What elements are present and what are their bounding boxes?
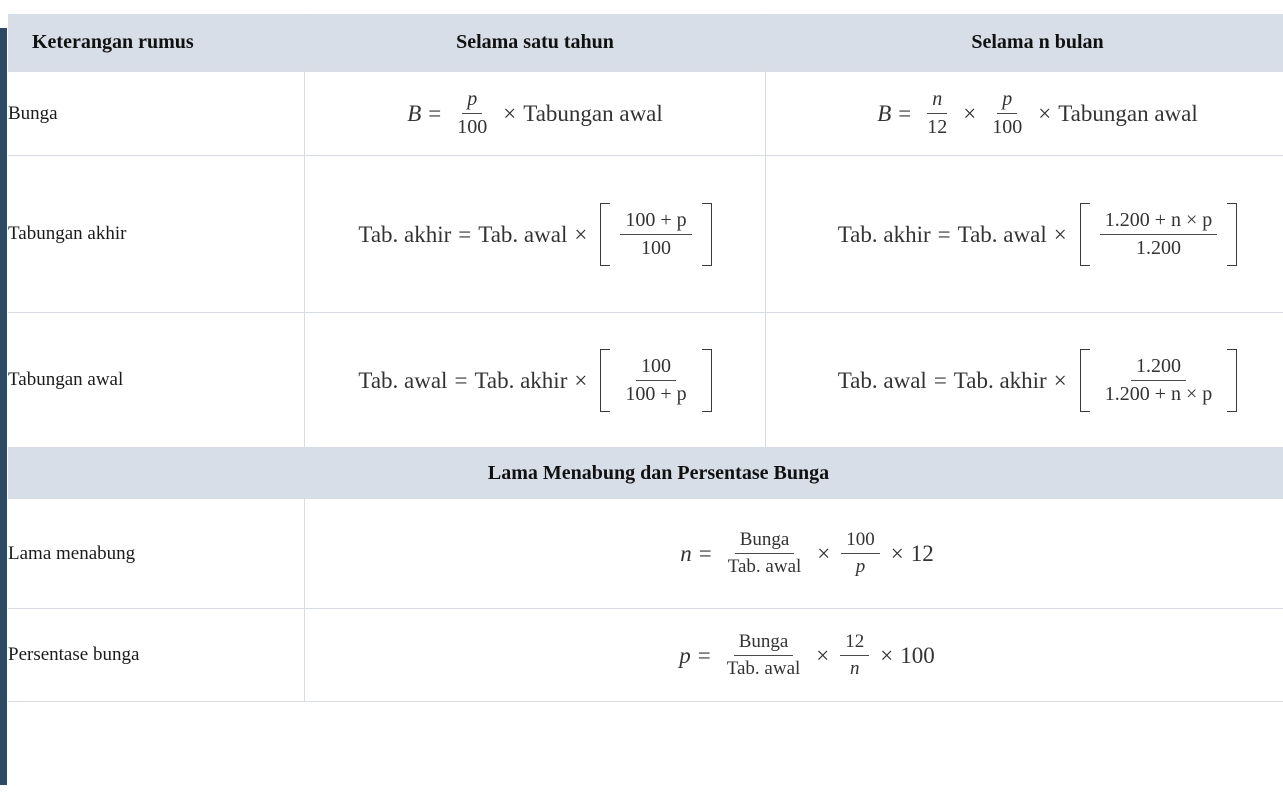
formula-term: Tab. awal (358, 369, 447, 392)
fraction-denominator: Tab. awal (722, 656, 806, 680)
row-label-bunga: Bunga (8, 72, 305, 156)
formula-term: Tab. akhir (838, 223, 931, 246)
fraction-numerator: 12 (840, 631, 869, 656)
fraction (841, 529, 880, 578)
bracket-left (1080, 203, 1090, 266)
formula-equals: = (454, 369, 467, 392)
formula-times: × (816, 644, 829, 667)
formula-term: B (407, 102, 421, 125)
document-page (0, 14, 1283, 799)
formula-term: 12 (911, 542, 934, 565)
row-label-lama-menabung: Lama menabung (8, 499, 305, 609)
fraction-denominator: 100 (987, 114, 1027, 139)
bracket-group (600, 203, 711, 266)
formula-equals: = (699, 542, 712, 565)
table-body (8, 72, 1283, 702)
formula-term: 100 (900, 644, 935, 667)
bracket-left (1080, 349, 1090, 412)
formula-times: × (963, 102, 976, 125)
column-header-n-bulan: Selama n bulan (766, 14, 1283, 72)
bracket-left (600, 203, 610, 266)
formula-table (8, 14, 1283, 702)
fraction (922, 88, 952, 139)
fraction-numerator: 100 (841, 529, 880, 554)
formula-term: Tab. awal (958, 223, 1047, 246)
fraction-numerator: 1.200 + n × p (1100, 209, 1218, 235)
formula-times: × (891, 542, 904, 565)
formula-equals: = (934, 369, 947, 392)
bracket-right (702, 203, 712, 266)
fraction-denominator: 1.200 + n × p (1100, 381, 1218, 406)
formula-times: × (503, 102, 516, 125)
row-label-persentase-bunga: Persentase bunga (8, 609, 305, 702)
formula-term: p (679, 644, 691, 667)
formula-lama-menabung (305, 499, 1283, 609)
fraction-numerator: 100 (636, 355, 676, 381)
fraction-numerator: 100 + p (620, 209, 691, 235)
formula-equals: = (898, 102, 911, 125)
fraction-numerator: p (462, 88, 482, 114)
fraction-numerator: Bunga (735, 529, 795, 554)
formula-times: × (817, 542, 830, 565)
formula-term: Tab. akhir (474, 369, 567, 392)
section-band-title: Lama Menabung dan Persentase Bunga (8, 448, 1283, 499)
table-row (8, 499, 1283, 609)
fraction (722, 631, 806, 680)
formula-times: × (574, 223, 587, 246)
formula-term: Tabungan awal (523, 102, 663, 125)
formula-times: × (1054, 223, 1067, 246)
fraction-denominator: Tab. awal (723, 554, 807, 578)
fraction (987, 88, 1027, 139)
fraction (452, 88, 492, 139)
column-header-keterangan: Keterangan rumus (8, 14, 305, 72)
row-label-tabungan-akhir: Tabungan akhir (8, 156, 305, 313)
fraction (723, 529, 807, 578)
bracket-right (1227, 349, 1237, 412)
fraction-denominator: p (851, 554, 871, 578)
fraction (620, 209, 691, 260)
formula-tabungan-akhir-satu-tahun (305, 156, 766, 313)
formula-term: Tab. akhir (358, 223, 451, 246)
fraction-denominator: 1.200 (1131, 235, 1186, 260)
fraction-denominator: 100 + p (620, 381, 691, 406)
fraction (840, 631, 869, 680)
formula-equals: = (458, 223, 471, 246)
fraction (1100, 355, 1218, 406)
fraction-denominator: 100 (636, 235, 676, 260)
bracket-right (702, 349, 712, 412)
fraction-denominator: n (845, 656, 865, 680)
formula-persentase-bunga (305, 609, 1283, 702)
fraction-numerator: n (927, 88, 947, 114)
bracket-right (1227, 203, 1237, 266)
formula-term: n (680, 542, 692, 565)
column-header-satu-tahun: Selama satu tahun (305, 14, 766, 72)
formula-bunga-n-bulan (766, 72, 1283, 156)
formula-term: Tab. awal (478, 223, 567, 246)
fraction-numerator: Bunga (734, 631, 794, 656)
formula-term: Tab. akhir (954, 369, 1047, 392)
formula-term: Tab. awal (838, 369, 927, 392)
table-row (8, 72, 1283, 156)
formula-equals: = (428, 102, 441, 125)
table-header-row (8, 14, 1283, 72)
bracket-left (600, 349, 610, 412)
table-section-row (8, 448, 1283, 499)
formula-equals: = (938, 223, 951, 246)
left-accent-bar (0, 28, 7, 785)
formula-tabungan-akhir-n-bulan (766, 156, 1283, 313)
bracket-group (1080, 203, 1238, 266)
formula-term: B (877, 102, 891, 125)
fraction-denominator: 12 (922, 114, 952, 139)
formula-bunga-satu-tahun (305, 72, 766, 156)
formula-times: × (1038, 102, 1051, 125)
fraction-numerator: 1.200 (1131, 355, 1186, 381)
bracket-group (600, 349, 711, 412)
formula-equals: = (698, 644, 711, 667)
fraction (1100, 209, 1218, 260)
table-row (8, 609, 1283, 702)
table-header (8, 14, 1283, 72)
table-row (8, 313, 1283, 448)
table-row (8, 156, 1283, 313)
formula-times: × (880, 644, 893, 667)
formula-times: × (574, 369, 587, 392)
formula-term: Tabungan awal (1058, 102, 1198, 125)
bracket-group (1080, 349, 1238, 412)
row-label-tabungan-awal: Tabungan awal (8, 313, 305, 448)
fraction (620, 355, 691, 406)
formula-tabungan-awal-n-bulan (766, 313, 1283, 448)
fraction-denominator: 100 (452, 114, 492, 139)
fraction-numerator: p (997, 88, 1017, 114)
formula-times: × (1054, 369, 1067, 392)
formula-tabungan-awal-satu-tahun (305, 313, 766, 448)
